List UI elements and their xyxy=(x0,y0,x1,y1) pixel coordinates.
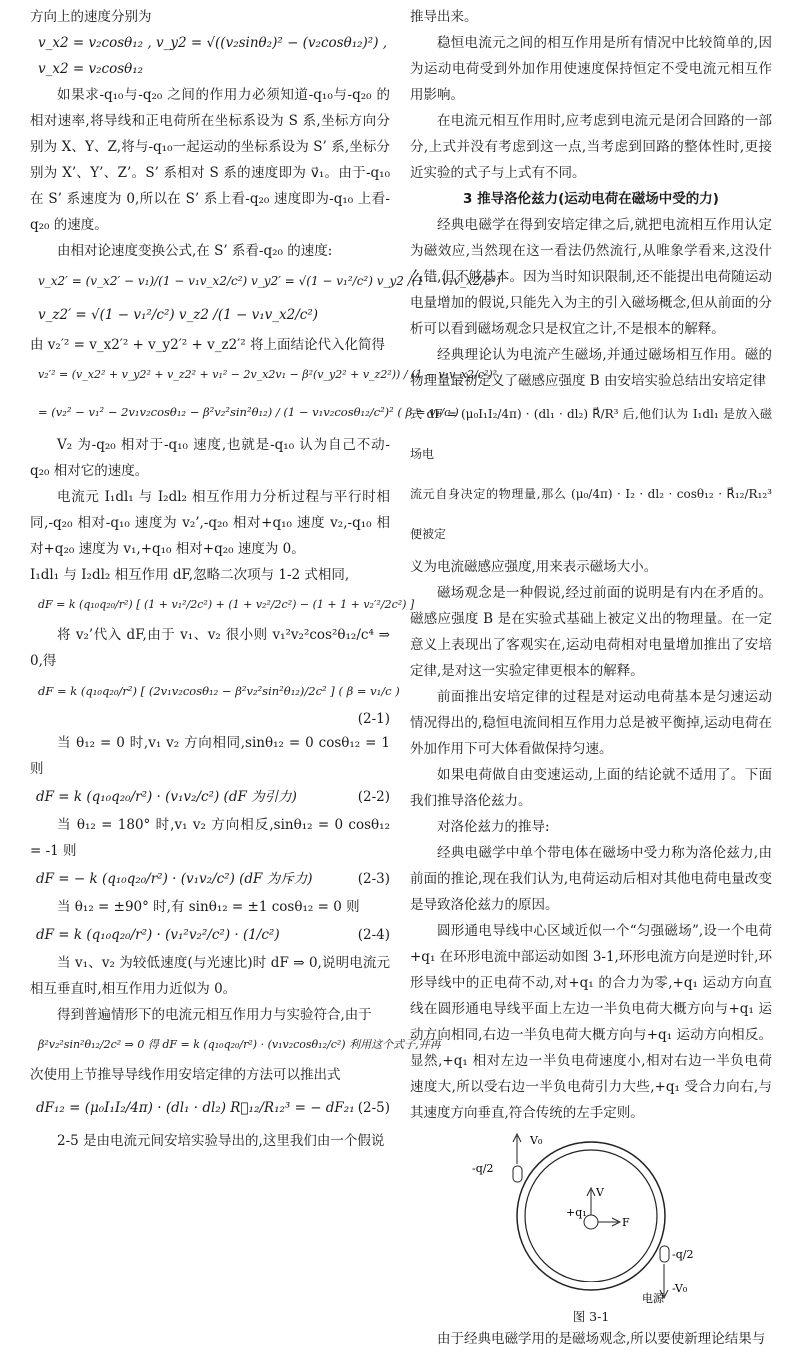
section-heading: 3 推导洛伦兹力(运动电荷在磁场中受的力) xyxy=(463,191,719,207)
equation-dF-2-1: dF = k (q₁₀q₂₀/r²) [ (2v₁v₂cosθ₁₂ − β²v₂²sin²θ₁₂)/2c² ] ( β = v₁/c ) xyxy=(38,684,400,698)
paragraph: 由相对论速度变换公式,在 S’ 系看-q₂₀ 的速度: xyxy=(57,243,333,259)
paragraph: 当 θ₁₂ = ±90° 时,有 sinθ₁₂ = ±1 cosθ₁₂ = 0 则 xyxy=(57,899,360,915)
equation-dF-2-4: dF = k (q₁₀q₂₀/r²) · (v₁²v₂²/c²) · (1/c²) xyxy=(36,927,280,943)
equation-dF-2-5: dF₁₂ = (μ₀I₁I₂/4π) · (dl₁ · dl₂) R⃗₁₂/R₁₂³ = − dF₂₁ xyxy=(36,1100,355,1116)
paragraph: 稳恒电流元之间的相互作用是所有情况中比较简单的,因为运动电荷受到外加作用使速度保持恒定不受电流元相互作用影响。 xyxy=(410,35,772,103)
paragraph: 经典理论认为电流产生磁场,并通过磁场相互作用。磁的物理量最初定义了磁感应强度 B 由安培实验总结出安培定律 xyxy=(410,347,772,389)
equation-vx2: v_x2 = v₂cosθ₁₂ xyxy=(38,61,144,77)
paragraph: 如果求-q₁₀与-q₂₀ 之间的作用力必须知道-q₁₀与-q₂₀ 的相对速率,将导线和正电荷所在坐标系设为 S 系,坐标方向分别为 X、Y、Z,将与-q₁₀一起运动的坐标系设为 S’ 系,坐标分别为 X’、Y’、Z’。S’ 系相对 S 系的速度即为 v⃗₁。由于-q₁₀ 在 S’ 系速度为 0,所以在 S’ 系上看-q₂₀ 速度即为-q₁₀ 上看-q₂₀ 的速度。 xyxy=(30,87,390,233)
equation-number: (2-2) xyxy=(357,789,390,805)
charge-left-top xyxy=(513,1166,522,1182)
equation-velocity-components: v_x2 = v₂cosθ₁₂ , v_y2 = √((v₂sinθ₂)² − (v₂cosθ₁₂)²) , xyxy=(38,35,388,51)
paragraph: I₁dl₁ 与 I₂dl₂ 相互作用 dF,忽略二次项与 1-2 式相同, xyxy=(30,567,350,583)
equation-inline-line: 流元自身决定的物理量,那么 (μ₀/4π) · I₂ · dl₂ · cosθ₁₂ · R⃗₁₂/R₁₂³ 便被定 xyxy=(410,487,772,541)
paragraph: 当 v₁、v₂ 为较低速度(与光速比)时 dF ⇒ 0,说明电流元相互垂直时,相互作用力近似为 0。 xyxy=(30,955,390,997)
equation-number: (2-3) xyxy=(357,871,390,887)
equation-row xyxy=(30,864,390,894)
label-q1: +q₁ xyxy=(566,1206,587,1219)
equation-v2-squared: v₂′² = (v_x2² + v_y2² + v_z2² + v₁² − 2v_x2v₁ − β²(v_y2² + v_z2²)) / (1 − v₁v_x2/c²)² xyxy=(38,368,498,381)
figure-3-1 xyxy=(410,1130,772,1326)
ring-current-diagram xyxy=(466,1130,716,1306)
paragraph: 将 v₂’代入 dF,由于 v₁、v₂ 很小则 v₁²v₂²cos²θ₁₂/c⁴ ⇒ 0,得 xyxy=(30,627,390,669)
equation-row xyxy=(30,782,390,812)
equation-dF-2-3: dF = − k (q₁₀q₂₀/r²) · (v₁v₂/c²) (dF 为斥力) xyxy=(36,871,313,887)
paragraph: 由于经典电磁学用的是磁场观念,所以要使新理论结果与 xyxy=(437,1331,766,1347)
label-f: F xyxy=(622,1216,630,1229)
paragraph: 圆形通电导线中心区域近似一个“匀强磁场”,设一个电荷+q₁ 在环形电流中部运动如图 3-1,环形电流方向是逆时针,环形导线中的正电荷不动,对+q₁ 的合力为零,+q₁ 运动方向直线在圆形通电导线平面上左边一半负电荷大概方向与+q₁ 运动方向相同,右边一半负电荷大概方向与+q₁ 运动方向相反。显然,+q₁ 相对左边一半负电荷速度小,相对右边一半负电荷速度大,所以受右边一半负电荷引力大些,+q₁ 受合力向右,与其速度方向垂直,符合传统的左手定则。 xyxy=(410,923,772,1121)
equation-inline-line: 式 dF = (μ₀I₁I₂/4π) · (dl₁ · dl₂) R⃗/R³ 后,他们认为 I₁dl₁ 是放入磁场电 xyxy=(410,407,772,461)
paragraph: V₂ 为-q₂₀ 相对于-q₁₀ 速度,也就是-q₁₀ 认为自己不动-q₂₀ 相对它的速度。 xyxy=(30,437,390,479)
right-column xyxy=(410,4,772,1352)
label-v: V xyxy=(596,1186,604,1199)
text-line: 方向上的速度分别为 xyxy=(30,9,152,25)
equation-v2-simplified: = (v₂² − v₁² − 2v₁v₂cosθ₁₂ − β²v₂²sin²θ₁₂) / (1 − v₁v₂cosθ₁₂/c²)² ( β = v₁/c ) xyxy=(38,405,459,419)
paragraph: 电流元 I₁dl₁ 与 I₂dl₂ 相互作用力分析过程与平行时相同,-q₂₀ 相对-q₁₀ 速度为 v₂’,-q₂₀ 相对+q₁₀ 速度 v₂,-q₁₀ 相对+q₂₀ 速度为 v₁,+q₁₀ 相对+q₂₀ 速度为 0。 xyxy=(30,489,390,557)
paragraph: 对洛伦兹力的推导: xyxy=(437,819,550,835)
paragraph: 当 θ₁₂ = 0 时,v₁ v₂ 方向相同,sinθ₁₂ = 0 cosθ₁₂ = 1 则 xyxy=(30,735,390,777)
paragraph: 次使用上节推导导线作用安培定律的方法可以推出式 xyxy=(30,1067,341,1083)
text-line: 推导出来。 xyxy=(410,9,478,25)
equation-row xyxy=(30,1088,390,1128)
paragraph: 如果电荷做自由变速运动,上面的结论就不适用了。下面我们推导洛伦兹力。 xyxy=(410,767,772,809)
charge-right-bottom xyxy=(660,1246,669,1262)
equation-vz2: v_z2′ = √(1 − v₁²/c²) v_z2 /(1 − v₁v_x2/c²) xyxy=(38,307,318,323)
label-v0-bottom: -V₀ xyxy=(672,1282,688,1295)
label-minus-q-left: -q/2 xyxy=(472,1162,494,1175)
text-line: 义为电流磁感应强度,用来表示磁场大小。 xyxy=(410,559,658,575)
label-source: 电源 xyxy=(642,1292,664,1305)
equation-number: (2-4) xyxy=(357,927,390,943)
equation-dF-2-2: dF = k (q₁₀q₂₀/r²) · (v₁v₂/c²) (dF 为引力) xyxy=(36,789,297,805)
paragraph: 前面推出安培定律的过程是对运动电荷基本是匀速运动情况得出的,稳恒电流间相互作用力总是被平衡掉,运动电荷在外加作用下可大体看做保持匀速。 xyxy=(410,689,772,757)
label-v0-top: V₀ xyxy=(530,1134,543,1147)
paragraph: 在电流元相互作用时,应考虑到电流元是闭合回路的一部分,上式并没有考虑到这一点,当考虑到回路的整体性时,更接近实验的式子与上式有不同。 xyxy=(410,113,772,181)
paragraph: 2-5 是由电流元间安培实验导出的,这里我们由一个假说 xyxy=(57,1133,385,1149)
figure-caption: 图 3-1 xyxy=(572,1309,610,1324)
paragraph: 由 v₂′² = v_x2′² + v_y2′² + v_z2′² 将上面结论代入化简得 xyxy=(30,337,385,353)
equation-number: (2-1) xyxy=(357,711,390,727)
label-minus-q-right: -q/2 xyxy=(672,1248,694,1261)
paragraph: 磁场观念是一种假说,经过前面的说明是有内在矛盾的。磁感应强度 B 是在实验式基础上被定义出的物理量。在一定意义上表现出了客观实在,运动电荷相对电量增加推出了安培定律,是对这一实验定律更根本的解释。 xyxy=(410,585,772,679)
equation-dF-general: dF = k (q₁₀q₂₀/r²) [ (1 + v₁²/2c²) + (1 + v₂²/2c²) − (1 + 1 + v₂′²/2c²) ] xyxy=(38,598,415,611)
equation-row xyxy=(30,920,390,950)
equation-dF-simplified: β²v₂²sin²θ₁₂/2c² ⇒ 0 得 dF = k (q₁₀q₂₀/r²) · (v₁v₂cosθ₁₂/c²) 利用这个式子,并再 xyxy=(38,1038,441,1051)
paragraph: 经典电磁学在得到安培定律之后,就把电流相互作用认定为磁效应,当然现在这一看法仍然流行,从唯象学看来,这没什么错,但不够基本。因为当时知识限制,还不能提出电荷随运动电量增加的假说,只能先入为主的引入磁场概念,但从前面的分析可以看到磁场观念只是权宜之计,不是根本的解释。 xyxy=(410,217,772,337)
equation-number: (2-5) xyxy=(357,1100,390,1116)
paragraph: 经典电磁学中单个带电体在磁场中受力称为洛伦兹力,由前面的推论,现在我们认为,电荷运动后相对其他电荷电量改变是导致洛伦兹力的原因。 xyxy=(410,845,772,913)
paragraph: 当 θ₁₂ = 180° 时,v₁ v₂ 方向相反,sinθ₁₂ = 0 cosθ₁₂ = -1 则 xyxy=(30,817,390,859)
paragraph: 得到普遍情形下的电流元相互作用力与实验符合,由于 xyxy=(57,1007,372,1023)
equation-velocity-transform: v_x2′ = (v_x2′ − v₁)/(1 − v₁v_x2/c²) v_y2′ = √(1 − v₁²/c²) v_y2 /(1 − v₁v_x2/c²) xyxy=(38,274,501,288)
